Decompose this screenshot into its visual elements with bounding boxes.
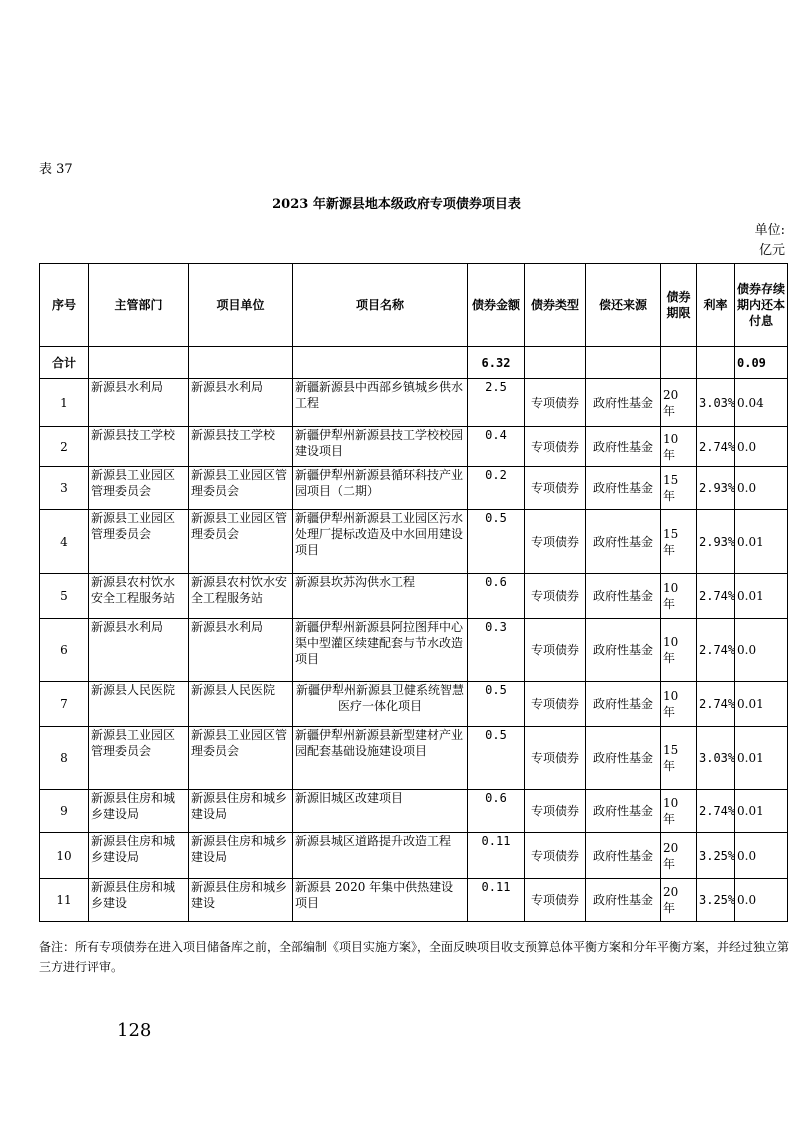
row-name: 新疆伊犁州新源县技工学校校园建设项目 — [293, 427, 468, 467]
row-dept: 新源县住房和城乡建设 — [89, 879, 189, 922]
table-row — [40, 879, 788, 922]
row-interest: 0.01 — [735, 727, 788, 790]
row-term: 10 年 — [661, 682, 697, 727]
table-row — [40, 467, 788, 510]
row-type: 专项债券 — [525, 427, 586, 467]
row-name: 新源县 2020 年集中供热建设项目 — [293, 879, 468, 922]
row-source: 政府性基金 — [586, 510, 661, 574]
row-rate: 2.74% — [697, 619, 735, 682]
row-seq: 3 — [40, 467, 89, 510]
bond-project-table — [39, 263, 788, 922]
row-dept: 新源县技工学校 — [89, 427, 189, 467]
row-type: 专项债券 — [525, 619, 586, 682]
table-row — [40, 790, 788, 833]
row-type: 专项债券 — [525, 510, 586, 574]
header-interest: 债券存续期内还本付息 — [735, 264, 788, 347]
row-term: 15 年 — [661, 467, 697, 510]
unit-line-1: 单位: — [754, 223, 785, 238]
row-amount: 0.4 — [468, 427, 525, 467]
row-amount: 0.2 — [468, 467, 525, 510]
unit-line-2: 亿元 — [758, 243, 785, 258]
row-term: 20 年 — [661, 379, 697, 427]
row-interest: 0.01 — [735, 574, 788, 619]
row-rate: 2.74% — [697, 427, 735, 467]
row-rate: 2.74% — [697, 682, 735, 727]
page-title: 2023 年新源县地本级政府专项债券项目表 — [272, 197, 521, 212]
table-row — [40, 727, 788, 790]
row-unit: 新源县人民医院 — [189, 682, 293, 727]
row-amount: 2.5 — [468, 379, 525, 427]
row-name: 新源旧城区改建项目 — [293, 790, 468, 833]
header-row — [40, 264, 788, 347]
table-row — [40, 379, 788, 427]
table-label: 表 37 — [39, 162, 73, 177]
header-dept: 主管部门 — [89, 264, 189, 347]
row-dept: 新源县工业园区管理委员会 — [89, 510, 189, 574]
row-seq: 6 — [40, 619, 89, 682]
row-amount: 0.11 — [468, 833, 525, 879]
row-seq: 2 — [40, 427, 89, 467]
row-source: 政府性基金 — [586, 879, 661, 922]
row-name: 新疆伊犁州新源县工业园区污水处理厂提标改造及中水回用建设项目 — [293, 510, 468, 574]
row-name: 新源县城区道路提升改造工程 — [293, 833, 468, 879]
row-interest: 0.04 — [735, 379, 788, 427]
row-term: 15 年 — [661, 510, 697, 574]
row-dept: 新源县工业园区管理委员会 — [89, 467, 189, 510]
header-type: 债券类型 — [525, 264, 586, 347]
row-unit: 新源县农村饮水安全工程服务站 — [189, 574, 293, 619]
row-rate: 2.93% — [697, 467, 735, 510]
row-source: 政府性基金 — [586, 727, 661, 790]
row-term: 10 年 — [661, 790, 697, 833]
header-term: 债券期限 — [661, 264, 697, 347]
row-source: 政府性基金 — [586, 619, 661, 682]
row-dept: 新源县住房和城乡建设局 — [89, 790, 189, 833]
table-row — [40, 682, 788, 727]
row-name: 新疆伊犁州新源县循环科技产业园项目（二期） — [293, 467, 468, 510]
table-row — [40, 574, 788, 619]
row-unit: 新源县水利局 — [189, 379, 293, 427]
row-type: 专项债券 — [525, 833, 586, 879]
header-source: 偿还来源 — [586, 264, 661, 347]
row-unit: 新源县住房和城乡建设局 — [189, 833, 293, 879]
table-row — [40, 427, 788, 467]
row-rate: 2.93% — [697, 510, 735, 574]
row-name: 新疆伊犁州新源县阿拉图拜中心渠中型灌区续建配套与节水改造项目 — [293, 619, 468, 682]
row-amount: 0.6 — [468, 574, 525, 619]
row-amount: 0.11 — [468, 879, 525, 922]
row-seq: 10 — [40, 833, 89, 879]
row-seq: 5 — [40, 574, 89, 619]
row-name: 新源县坎苏沟供水工程 — [293, 574, 468, 619]
row-type: 专项债券 — [525, 879, 586, 922]
row-rate: 2.74% — [697, 790, 735, 833]
row-term: 20 年 — [661, 879, 697, 922]
row-dept: 新源县水利局 — [89, 619, 189, 682]
row-type: 专项债券 — [525, 790, 586, 833]
header-amount: 债券金额 — [468, 264, 525, 347]
total-amount: 6.32 — [468, 347, 525, 379]
row-name: 新疆伊犁州新源县新型建材产业园配套基础设施建设项目 — [293, 727, 468, 790]
row-source: 政府性基金 — [586, 379, 661, 427]
row-interest: 0.0 — [735, 833, 788, 879]
table-row — [40, 619, 788, 682]
row-source: 政府性基金 — [586, 833, 661, 879]
row-term: 15 年 — [661, 727, 697, 790]
row-seq: 4 — [40, 510, 89, 574]
row-interest: 0.0 — [735, 427, 788, 467]
row-source: 政府性基金 — [586, 467, 661, 510]
row-dept: 新源县人民医院 — [89, 682, 189, 727]
total-interest: 0.09 — [735, 347, 788, 379]
row-unit: 新源县工业园区管理委员会 — [189, 467, 293, 510]
row-unit: 新源县工业园区管理委员会 — [189, 510, 293, 574]
row-dept: 新源县工业园区管理委员会 — [89, 727, 189, 790]
row-name: 新疆伊犁州新源县卫健系统智慧医疗一体化项目 — [293, 682, 468, 727]
row-interest: 0.0 — [735, 467, 788, 510]
row-type: 专项债券 — [525, 682, 586, 727]
row-rate: 3.03% — [697, 379, 735, 427]
row-unit: 新源县住房和城乡建设 — [189, 879, 293, 922]
row-source: 政府性基金 — [586, 682, 661, 727]
row-interest: 0.01 — [735, 510, 788, 574]
row-amount: 0.5 — [468, 510, 525, 574]
row-term: 10 年 — [661, 427, 697, 467]
row-amount: 0.5 — [468, 727, 525, 790]
row-interest: 0.01 — [735, 682, 788, 727]
header-seq: 序号 — [40, 264, 89, 347]
row-type: 专项债券 — [525, 727, 586, 790]
row-interest: 0.0 — [735, 619, 788, 682]
row-amount: 0.5 — [468, 682, 525, 727]
row-unit: 新源县工业园区管理委员会 — [189, 727, 293, 790]
row-rate: 3.25% — [697, 833, 735, 879]
row-seq: 8 — [40, 727, 89, 790]
row-unit: 新源县技工学校 — [189, 427, 293, 467]
row-term: 20 年 — [661, 833, 697, 879]
footnote: 备注：所有专项债券在进入项目储备库之前，全部编制《项目实施方案》，全面反映项目收支预算总体平衡方案和分年平衡方案，并经过独立第三方进行评审。 — [39, 940, 790, 974]
header-unit: 项目单位 — [189, 264, 293, 347]
row-term: 10 年 — [661, 574, 697, 619]
row-source: 政府性基金 — [586, 790, 661, 833]
row-type: 专项债券 — [525, 379, 586, 427]
row-type: 专项债券 — [525, 574, 586, 619]
row-source: 政府性基金 — [586, 574, 661, 619]
row-dept: 新源县住房和城乡建设局 — [89, 833, 189, 879]
row-interest: 0.0 — [735, 879, 788, 922]
row-rate: 2.74% — [697, 574, 735, 619]
row-seq: 11 — [40, 879, 89, 922]
row-dept: 新源县水利局 — [89, 379, 189, 427]
row-rate: 3.25% — [697, 879, 735, 922]
header-rate: 利率 — [697, 264, 735, 347]
row-unit: 新源县住房和城乡建设局 — [189, 790, 293, 833]
row-seq: 7 — [40, 682, 89, 727]
row-amount: 0.3 — [468, 619, 525, 682]
row-type: 专项债券 — [525, 467, 586, 510]
unit-label — [755, 221, 785, 261]
total-row — [40, 347, 788, 379]
row-dept: 新源县农村饮水安全工程服务站 — [89, 574, 189, 619]
row-name: 新疆新源县中西部乡镇城乡供水工程 — [293, 379, 468, 427]
row-amount: 0.6 — [468, 790, 525, 833]
row-unit: 新源县水利局 — [189, 619, 293, 682]
row-source: 政府性基金 — [586, 427, 661, 467]
row-seq: 9 — [40, 790, 89, 833]
row-interest: 0.01 — [735, 790, 788, 833]
row-rate: 3.03% — [697, 727, 735, 790]
table-row — [40, 510, 788, 574]
total-label: 合计 — [40, 347, 89, 379]
page-number: 128 — [117, 1020, 152, 1041]
header-name: 项目名称 — [293, 264, 468, 347]
row-seq: 1 — [40, 379, 89, 427]
table-row — [40, 833, 788, 879]
row-term: 10 年 — [661, 619, 697, 682]
